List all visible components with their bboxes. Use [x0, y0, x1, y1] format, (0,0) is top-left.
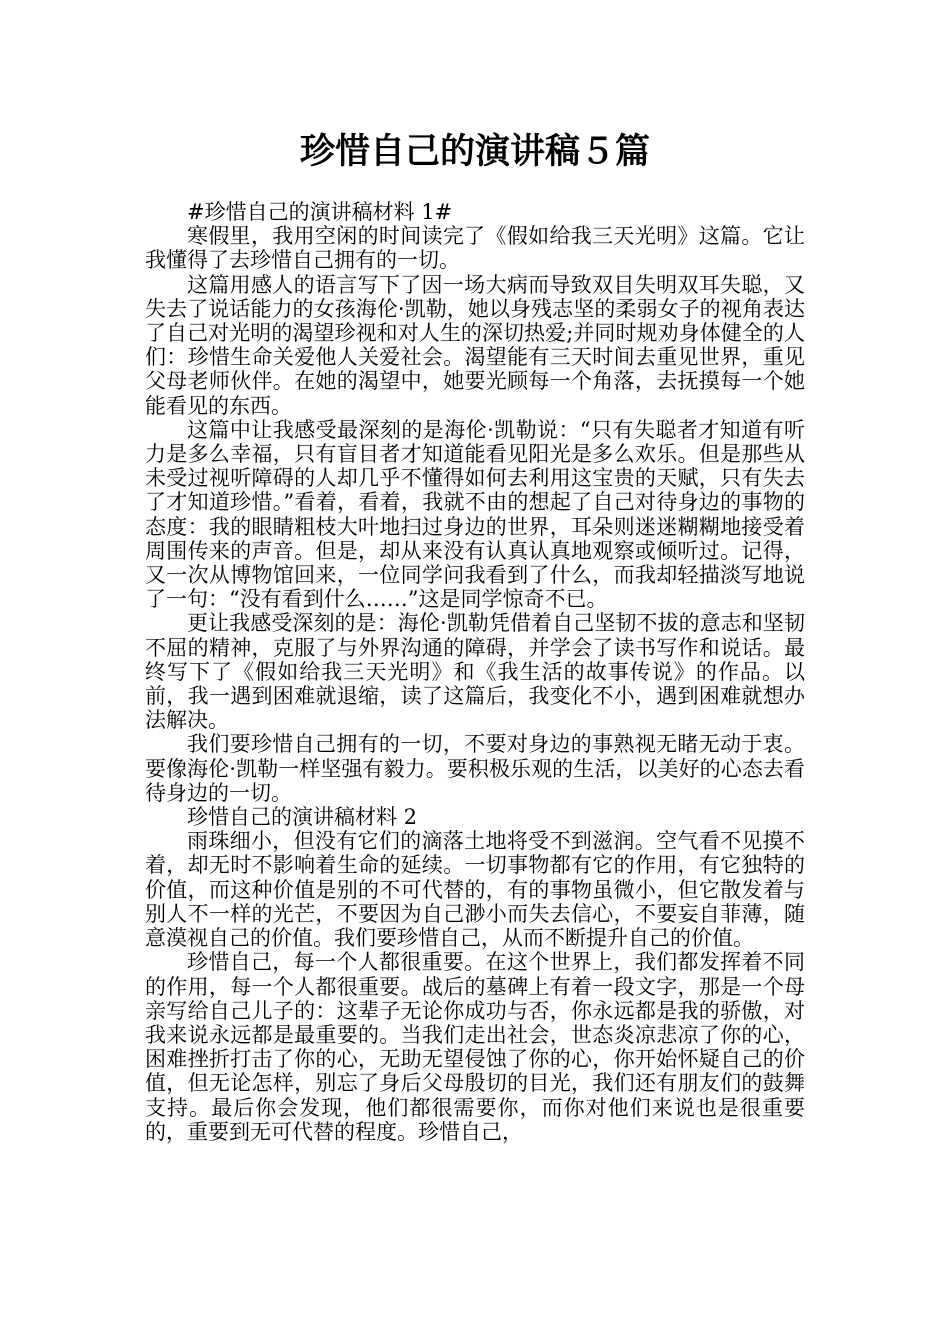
- body-paragraph: 雨珠细小，但没有它们的滴落土地将受不到滋润。空气看不见摸不着，却无时不影响着生命的延续。一切事物都有它的作用，有它独特的价值，而这种价值是别的不可代替的，有的事物虽微小，但它散发着与别人不一样的光芒，不要因为自己渺小而失去信心，不要妄自菲薄，随意漠视自己的价值。我们要珍惜自己，从而不断提升自己的价值。: [145, 829, 805, 951]
- body-paragraph: 这篇中让我感受最深刻的是海伦·凯勒说：“只有失聪者才知道有听力是多么幸福，只有盲目者才知道能看见阳光是多么欢乐。但是那些从未受过视听障碍的人却几乎不懂得如何去利用这宝贵的天赋，只有失去了才知道珍惜。”看着，看着，我就不由的想起了自己对待身边的事物的态度：我的眼睛粗枝大叶地扫过身边的世界，耳朵则迷迷糊糊地接受着周围传来的声音。但是，却从来没有认真认真地观察或倾听过。记得，又一次从博物馆回来，一位同学问我看到了什么，而我却轻描淡写地说了一句：“没有看到什么……”这是同学惊奇不已。: [145, 417, 805, 612]
- section-heading: 珍惜自己的演讲稿材料 2: [187, 805, 418, 830]
- body-paragraph: 珍惜自己，每一个人都很重要。在这个世界上，我们都发挥着不同的作用，每一个人都很重要。战后的墓碑上有着一段文字，那是一个母亲写给自己儿子的：这辈子无论你成功与否，你永远都是我的骄傲，对我来说永远都是最重要的。当我们走出社会，世态炎凉悲凉了你的心，困难挫折打击了你的心，无助无望侵蚀了你的心，你开始怀疑自己的价值，但无论怎样，别忘了身后父母殷切的目光，我们还有朋友们的鼓舞支持。最后你会发现，他们都很需要你，而你对他们来说也是很重要的，重要到无可代替的程度。珍惜自己，: [145, 950, 805, 1144]
- document-title: 珍惜自己的演讲稿５篇: [299, 132, 650, 172]
- body-paragraph: 我们要珍惜自己拥有的一切，不要对身边的事熟视无睹无动于衷。要像海伦·凯勒一样坚强有毅力。要积极乐观的生活，以美好的心态去看待身边的一切。: [145, 732, 805, 805]
- body-paragraph: 更让我感受深刻的是：海伦·凯勒凭借着自己坚韧不拔的意志和坚韧不屈的精神，克服了与外界沟通的障碍，并学会了读书写作和说话。最终写下了《假如给我三天光明》和《我生活的故事传说》的作品。以前，我一遇到困难就退缩，读了这篇后，我变化不小，遇到困难就想办法解决。: [145, 611, 805, 733]
- section-heading: #珍惜自己的演讲稿材料 1#: [187, 200, 453, 224]
- document-body: [145, 200, 805, 1144]
- body-paragraph: 这篇用感人的语言写下了因一场大病而导致双目失明双耳失聪，又失去了说话能力的女孩海伦·凯勒，她以身残志坚的柔弱女子的视角表达了自己对光明的渴望珍视和对人生的深切热爱;并同时规劝身体健全的人们：珍惜生命关爱他人关爱社会。渴望能有三天时间去重见世界，重见父母老师伙伴。在她的渴望中，她要光顾每一个角落，去抚摸每一个她能看见的东西。: [145, 272, 805, 418]
- body-paragraph: 寒假里，我用空闲的时间读完了《假如给我三天光明》这篇。它让我懂得了去珍惜自己拥有的一切。: [145, 224, 805, 273]
